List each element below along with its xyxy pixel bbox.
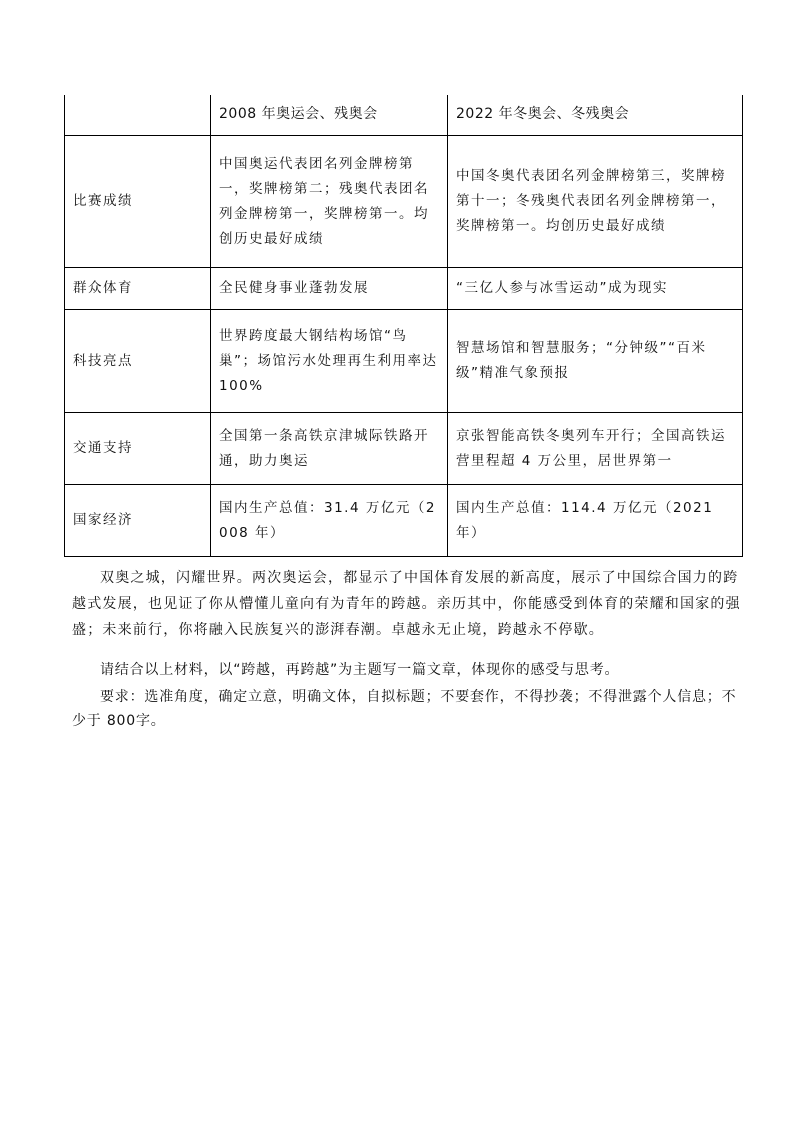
cell-2008: 国内生产总值：31.4 万亿元（2008 年）: [211, 485, 448, 557]
material-paragraph: 双奥之城，闪耀世界。两次奥运会，都显示了中国体育发展的新高度，展示了中国综合国力的跨越式发展，也见证了你从懵懂儿童向有为青年的跨越。亲历其中，你能感受到体育的荣耀和国家的强盛；未来前行，你将融入民族复兴的澎湃春潮。卓越永无止境，跨越永不停歇。: [72, 570, 741, 638]
row-label: 国家经济: [65, 485, 211, 557]
cell-2008: 中国奥运代表团名列金牌榜第一，奖牌榜第二；残奥代表团名列金牌榜第一，奖牌榜第一。均创历史最好成绩: [211, 136, 448, 268]
header-cell-2008: 2008 年奥运会、残奥会: [211, 95, 448, 136]
olympics-comparison-table: [64, 95, 743, 557]
cell-2008: 全民健身事业蓬勃发展: [211, 268, 448, 310]
cell-2008: 世界跨度最大钢结构场馆“鸟巢”；场馆污水处理再生利用率达 100%: [211, 310, 448, 413]
instruction-paragraph: 请结合以上材料，以“跨越，再跨越”为主题写一篇文章，体现你的感受与思考。: [100, 662, 620, 678]
table-header-row: [65, 95, 743, 136]
cell-2022: “三亿人参与冰雪运动”成为现实: [448, 268, 743, 310]
row-label: 交通支持: [65, 413, 211, 485]
requirement-paragraph: 要求：选准角度，确定立意，明确文体，自拟标题；不要套作，不得抄袭；不得泄露个人信息；不少于 800字。: [72, 689, 737, 729]
header-cell-empty: [65, 95, 211, 136]
cell-2022: 京张智能高铁冬奥列车开行；全国高铁运营里程超 4 万公里，居世界第一: [448, 413, 743, 485]
cell-2022: 智慧场馆和智慧服务；“分钟级”“百米级”精准气象预报: [448, 310, 743, 413]
table-row-results: [65, 136, 743, 268]
row-label: 群众体育: [65, 268, 211, 310]
table-row-economy: [65, 485, 743, 557]
cell-2008: 全国第一条高铁京津城际铁路开通，助力奥运: [211, 413, 448, 485]
table-row-technology: [65, 310, 743, 413]
table-row-mass-sports: [65, 268, 743, 310]
row-label: 比赛成绩: [65, 136, 211, 268]
table-row-transport: [65, 413, 743, 485]
row-label: 科技亮点: [65, 310, 211, 413]
cell-2022: 国内生产总值：114.4 万亿元（2021 年）: [448, 485, 743, 557]
cell-2022: 中国冬奥代表团名列金牌榜第三，奖牌榜第十一；冬残奥代表团名列金牌榜第一，奖牌榜第一。均创历史最好成绩: [448, 136, 743, 268]
header-cell-2022: 2022 年冬奥会、冬残奥会: [448, 95, 743, 136]
